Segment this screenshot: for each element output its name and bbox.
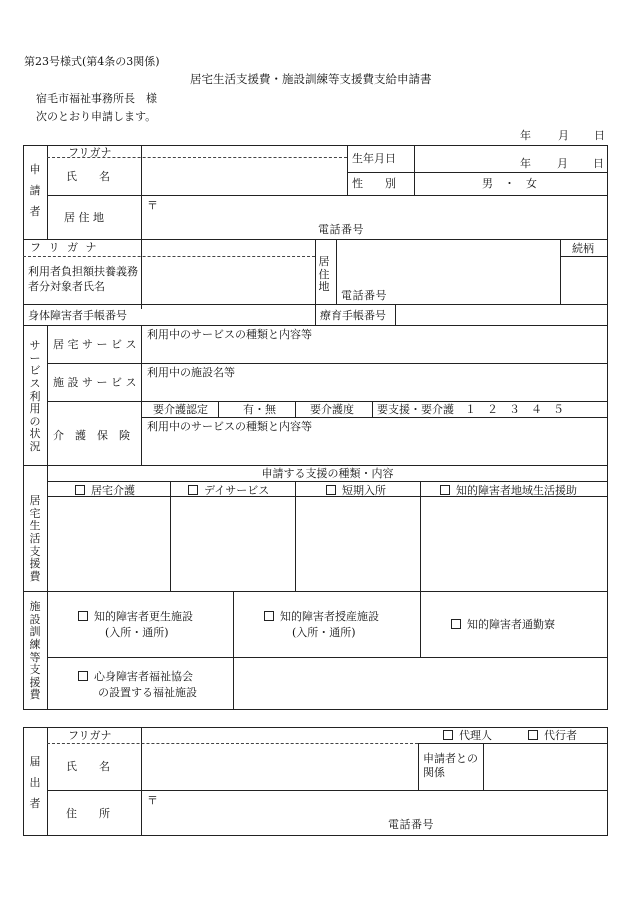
applicant-furigana-field[interactable] — [142, 146, 347, 157]
community-support-detail-field[interactable] — [421, 497, 607, 590]
notifier-name-label: 氏 名 — [66, 760, 110, 773]
notifier-relation-field[interactable] — [484, 744, 607, 789]
relation-label: 続柄 — [572, 242, 594, 255]
home-option-short-stay[interactable]: 短期入所 — [326, 485, 386, 496]
ryoiku-handbook-field[interactable] — [396, 305, 607, 324]
home-service-label: 居 宅 サ ー ビ ス — [53, 338, 137, 351]
applicant-name-field[interactable] — [142, 158, 347, 194]
checkbox-icon — [443, 730, 453, 740]
notifier-furigana-field[interactable] — [142, 728, 417, 742]
home-option-home-care[interactable]: 居宅介護 — [75, 485, 135, 496]
statement: 次のとおり申請します。 — [36, 110, 157, 123]
date-year: 年 — [520, 129, 531, 142]
applicant-address-label: 居 住 地 — [64, 211, 104, 224]
applicant-section-label: 申請者 — [29, 163, 41, 218]
service-status-section-label: サービス利用の状況 — [29, 339, 41, 454]
physical-handbook-field[interactable] — [142, 305, 314, 324]
obligor-phone-label: 電話番号 — [341, 289, 387, 302]
addressee: 宿毛市福祉事務所長 様 — [36, 92, 157, 105]
facility-option-workshop[interactable]: 知的障害者授産施設 — [264, 611, 379, 622]
sex-options[interactable]: 男 ・ 女 — [482, 177, 537, 190]
obligor-residence-label: 居住地 — [318, 255, 330, 294]
relation-field[interactable] — [561, 257, 607, 303]
notifier-relation-label: 申請者との関係 — [423, 752, 478, 780]
short-stay-detail-field[interactable] — [296, 497, 419, 590]
home-service-note: 利用中のサービスの種類と内容等 — [147, 328, 312, 341]
date-month: 月 — [558, 129, 569, 142]
physical-handbook-label: 身体障害者手帳番号 — [28, 309, 127, 322]
day-service-detail-field[interactable] — [171, 497, 294, 590]
birth-year: 年 — [520, 157, 531, 170]
notifier-proxy-option[interactable]: 代行者 — [528, 730, 577, 741]
notifier-agent-option[interactable]: 代理人 — [443, 730, 492, 741]
home-option-day-service[interactable]: デイサービス — [188, 485, 269, 496]
applicant-furigana-label: フリガナ — [68, 146, 112, 159]
checkbox-icon — [440, 485, 450, 495]
checkbox-icon — [188, 485, 198, 495]
date-day: 日 — [594, 129, 605, 142]
facility-option-welfare-association[interactable]: 心身障害者福祉協会 — [78, 671, 193, 682]
home-care-detail-field[interactable] — [48, 497, 169, 590]
notifier-section-label: 届出者 — [29, 755, 41, 810]
checkbox-icon — [75, 485, 85, 495]
checkbox-icon — [326, 485, 336, 495]
checkbox-icon — [264, 611, 274, 621]
applicant-address-field[interactable] — [142, 196, 607, 238]
obligor-name-field[interactable] — [142, 240, 314, 304]
home-support-section-label: 居宅生活支援費 — [29, 494, 41, 583]
facility-option-welfare-association-sub: の設置する福祉施設 — [98, 686, 197, 699]
obligor-name-label: 利用者負担額扶養義務者分対象者氏名 — [28, 265, 138, 293]
birth-month: 月 — [557, 157, 568, 170]
facility-support-section-label: 施設訓練等支援費 — [29, 600, 41, 702]
care-insurance-field[interactable] — [142, 434, 607, 464]
notifier-furigana-label: フリガナ — [68, 729, 112, 742]
birth-date-label: 生年月日 — [352, 152, 396, 165]
obligor-furigana-label: フ リ ガ ナ — [30, 241, 99, 254]
facility-option-rehab[interactable]: 知的障害者更生施設 — [78, 611, 193, 622]
applicant-phone-label: 電話番号 — [318, 223, 364, 236]
birth-day: 日 — [593, 157, 604, 170]
form-title: 居宅生活支援費・施設訓練等支援費支給申請書 — [190, 72, 432, 86]
notifier-address-field[interactable] — [142, 791, 607, 835]
sex-label: 性 別 — [352, 177, 396, 190]
notifier-name-field[interactable] — [142, 744, 417, 789]
applicant-name-label: 氏 名 — [66, 170, 110, 183]
applicant-postal-mark: 〒 — [147, 199, 158, 212]
facility-option-commuting-dorm[interactable]: 知的障害者通勤寮 — [451, 619, 555, 630]
checkbox-icon — [78, 611, 88, 621]
facility-service-field[interactable] — [142, 380, 607, 400]
form-number: 第23号様式(第4条の3関係) — [24, 55, 160, 68]
ryoiku-handbook-label: 療育手帳番号 — [320, 309, 386, 322]
home-option-community-support[interactable]: 知的障害者地域生活援助 — [440, 485, 577, 496]
care-cert-label: 要介護認定 — [153, 403, 208, 416]
checkbox-icon — [78, 671, 88, 681]
checkbox-icon — [528, 730, 538, 740]
obligor-residence-field[interactable] — [337, 240, 559, 288]
checkbox-icon — [451, 619, 461, 629]
notifier-phone-label: 電話番号 — [388, 818, 434, 831]
facility-service-note: 利用中の施設名等 — [147, 366, 235, 379]
facility-service-label: 施 設 サ ー ビ ス — [53, 376, 137, 389]
care-insurance-note: 利用中のサービスの種類と内容等 — [147, 420, 312, 433]
facility-other-field[interactable] — [234, 658, 607, 709]
notifier-postal-mark: 〒 — [147, 794, 158, 807]
request-heading: 申請する支援の種類・内容 — [261, 467, 394, 480]
care-cert-value[interactable]: 有・無 — [243, 403, 276, 416]
home-service-field[interactable] — [142, 342, 607, 362]
facility-option-rehab-sub: (入所・通所) — [105, 626, 169, 639]
care-level-value[interactable]: 要支援・要介護 １ ２ ３ ４ ５ — [377, 403, 564, 416]
care-level-label: 要介護度 — [310, 403, 354, 416]
care-insurance-label: 介 護 保 険 — [53, 429, 130, 442]
notifier-address-label: 住 所 — [66, 807, 110, 820]
facility-option-workshop-sub: (入所・通所) — [292, 626, 356, 639]
